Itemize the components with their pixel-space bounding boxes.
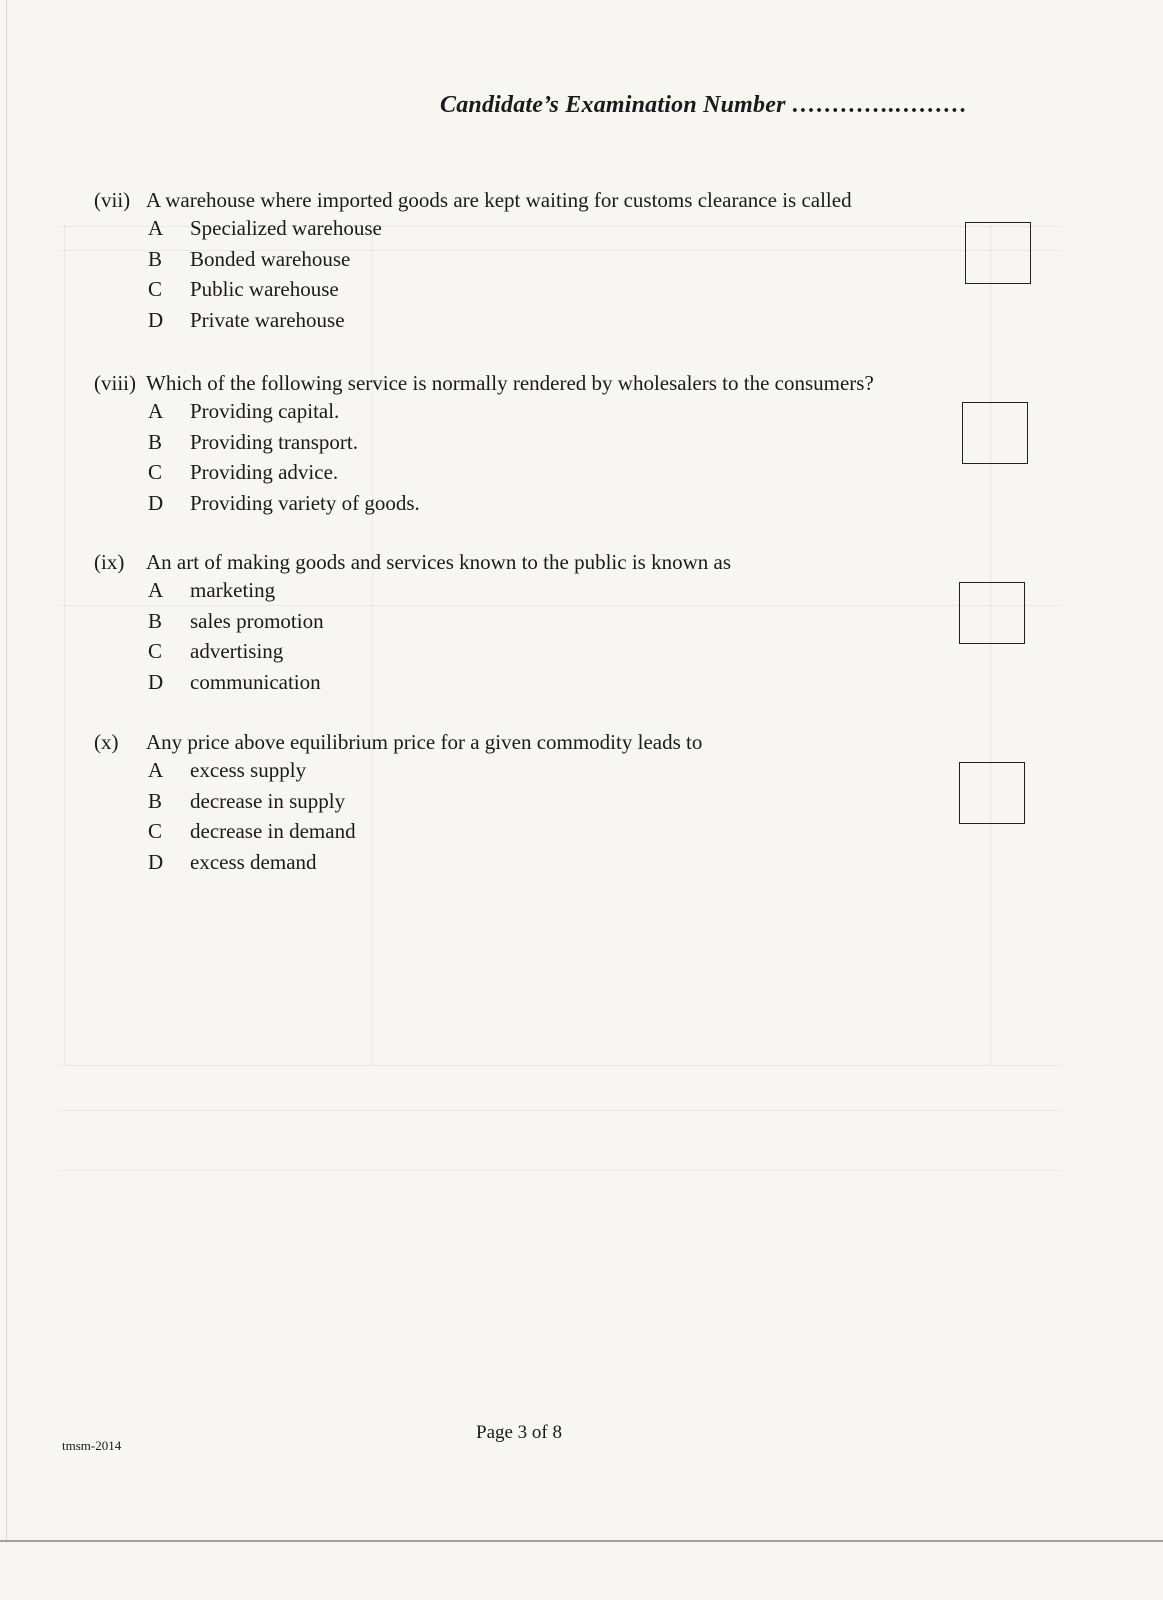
answer-box-viii[interactable] [962, 402, 1028, 464]
question-vii [94, 188, 994, 335]
option-letter: A [148, 758, 164, 782]
option-letter: B [148, 246, 163, 271]
option-letter: A [148, 399, 164, 423]
option-letter: C [148, 277, 163, 301]
option-text: decrease in supply [190, 788, 346, 813]
bleed-line [60, 1170, 1060, 1171]
option-letter: C [148, 460, 163, 484]
question-number: (ix) [94, 550, 125, 574]
option-letter: B [148, 788, 163, 813]
question-text: Which of the following service is normally rendered by wholesalers to the consumers? [146, 371, 874, 395]
option-a [146, 396, 994, 427]
option-letter: B [148, 608, 163, 633]
option-d [146, 667, 994, 698]
question-number: (viii) [94, 371, 136, 395]
bleed-line [64, 225, 65, 1065]
scan-bottom-edge [0, 1540, 1163, 1542]
option-text: excess demand [190, 849, 317, 874]
bleed-line [60, 1065, 1060, 1066]
question-text: A warehouse where imported goods are kept waiting for customs clearance is called [146, 188, 852, 212]
option-a [146, 755, 994, 786]
option-letter: D [148, 849, 164, 874]
option-a [146, 575, 994, 606]
option-text: Providing variety of goods. [190, 490, 420, 515]
option-letter: A [148, 216, 164, 240]
answer-box-ix[interactable] [959, 582, 1025, 644]
option-text: sales promotion [190, 608, 324, 633]
option-letter: D [148, 307, 164, 332]
bleed-line [60, 1110, 1060, 1111]
option-letter: C [148, 819, 163, 843]
option-letter: A [148, 578, 164, 602]
scan-left-edge [6, 0, 7, 1540]
option-b [146, 606, 994, 637]
question-viii [94, 371, 994, 518]
answer-box-x[interactable] [959, 762, 1025, 824]
question-number: (vii) [94, 188, 131, 212]
option-text: Providing advice. [190, 460, 339, 484]
candidate-number-label: Candidate’s Examination Number ………….……… [440, 92, 968, 118]
question-text: An art of making goods and services known to the public is known as [146, 550, 731, 574]
option-text: communication [190, 669, 321, 694]
option-b [146, 427, 994, 458]
option-text: excess supply [190, 758, 307, 782]
answer-box-vii[interactable] [965, 222, 1031, 284]
option-b [146, 786, 994, 817]
question-ix [94, 550, 994, 697]
option-text: Providing transport. [190, 429, 358, 454]
option-c [146, 457, 994, 488]
option-text: advertising [190, 639, 284, 663]
question-number: (x) [94, 730, 119, 754]
option-text: Specialized warehouse [190, 216, 382, 240]
question-text: Any price above equilibrium price for a given commodity leads to [146, 730, 703, 754]
option-b [146, 244, 994, 275]
option-text: marketing [190, 578, 276, 602]
option-a [146, 213, 994, 244]
option-c [146, 816, 994, 847]
page-number: Page 3 of 8 [476, 1422, 563, 1443]
option-letter: D [148, 669, 164, 694]
option-c [146, 636, 994, 667]
option-d [146, 847, 994, 878]
option-text: Bonded warehouse [190, 246, 351, 271]
option-text: Providing capital. [190, 399, 340, 423]
option-text: decrease in demand [190, 819, 356, 843]
option-letter: C [148, 639, 163, 663]
option-d [146, 305, 994, 336]
paper-code: tmsm-2014 [62, 1438, 122, 1453]
option-letter: B [148, 429, 163, 454]
option-d [146, 488, 994, 519]
option-letter: D [148, 490, 164, 515]
option-text: Private warehouse [190, 307, 345, 332]
question-x [94, 730, 994, 877]
option-text: Public warehouse [190, 277, 339, 301]
option-c [146, 274, 994, 305]
